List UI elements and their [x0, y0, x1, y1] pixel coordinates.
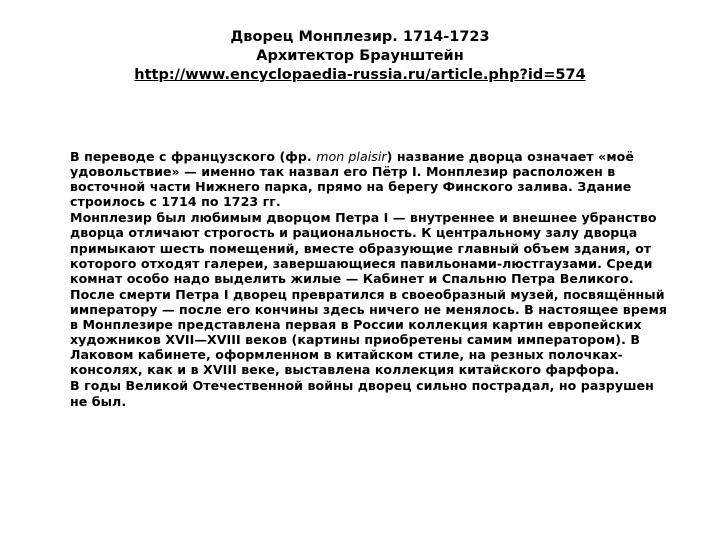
paragraph-1-after: ) название дворца означает «моё удовольствие» — именно так назвал его Пётр I. Монплезир расположен в восточной части Нижнего парка, прямо на берегу Финского залива. Здание строилось с 1714 по 1723 гг.	[70, 149, 634, 210]
paragraph-1-italic-term: mon plaisir	[316, 149, 387, 164]
body-text	[70, 149, 670, 410]
slide-title: Дворец Монплезир. 1714-1723	[230, 29, 490, 45]
paragraph-1	[70, 149, 670, 209]
paragraph-3: После смерти Петра I дворец превратился в своеобразный музей, посвящённый императору — после его кончины здесь ничего не менялось. В настоящее время в Монплезире представлена первая в России коллекция картин европейских художников XVII—XVIII веков (картины приобретены самим императором). В Лаковом кабинете, оформленном в китайском стиле, на резных полочках-консолях, как и в XVIII веке, выставлена коллекция китайского фарфора.	[70, 286, 667, 378]
source-link[interactable]: http://www.encyclopaedia-russia.ru/article.php?id=574	[134, 67, 586, 83]
architect-line: Архитектор Браунштейн	[256, 48, 464, 64]
slide-header	[0, 28, 720, 85]
paragraph-2: Монплезир был любимым дворцом Петра I — внутреннее и внешнее убранство дворца отличают строгость и рациональность. К центральному залу дворца примыкают шесть помещений, вместе образующие главный объем здания, от которого отходят галереи, завершающиеся павильонами-люстгаузами. Среди комнат особо надо выделить жилые — Кабинет и Спальню Петра Великого.	[70, 210, 657, 286]
paragraph-1-before: В переводе с французского (фр.	[70, 149, 317, 164]
source-link-line	[0, 66, 720, 85]
paragraph-4: В годы Великой Отечественной войны дворец сильно пострадал, но разрушен не был.	[70, 378, 654, 409]
